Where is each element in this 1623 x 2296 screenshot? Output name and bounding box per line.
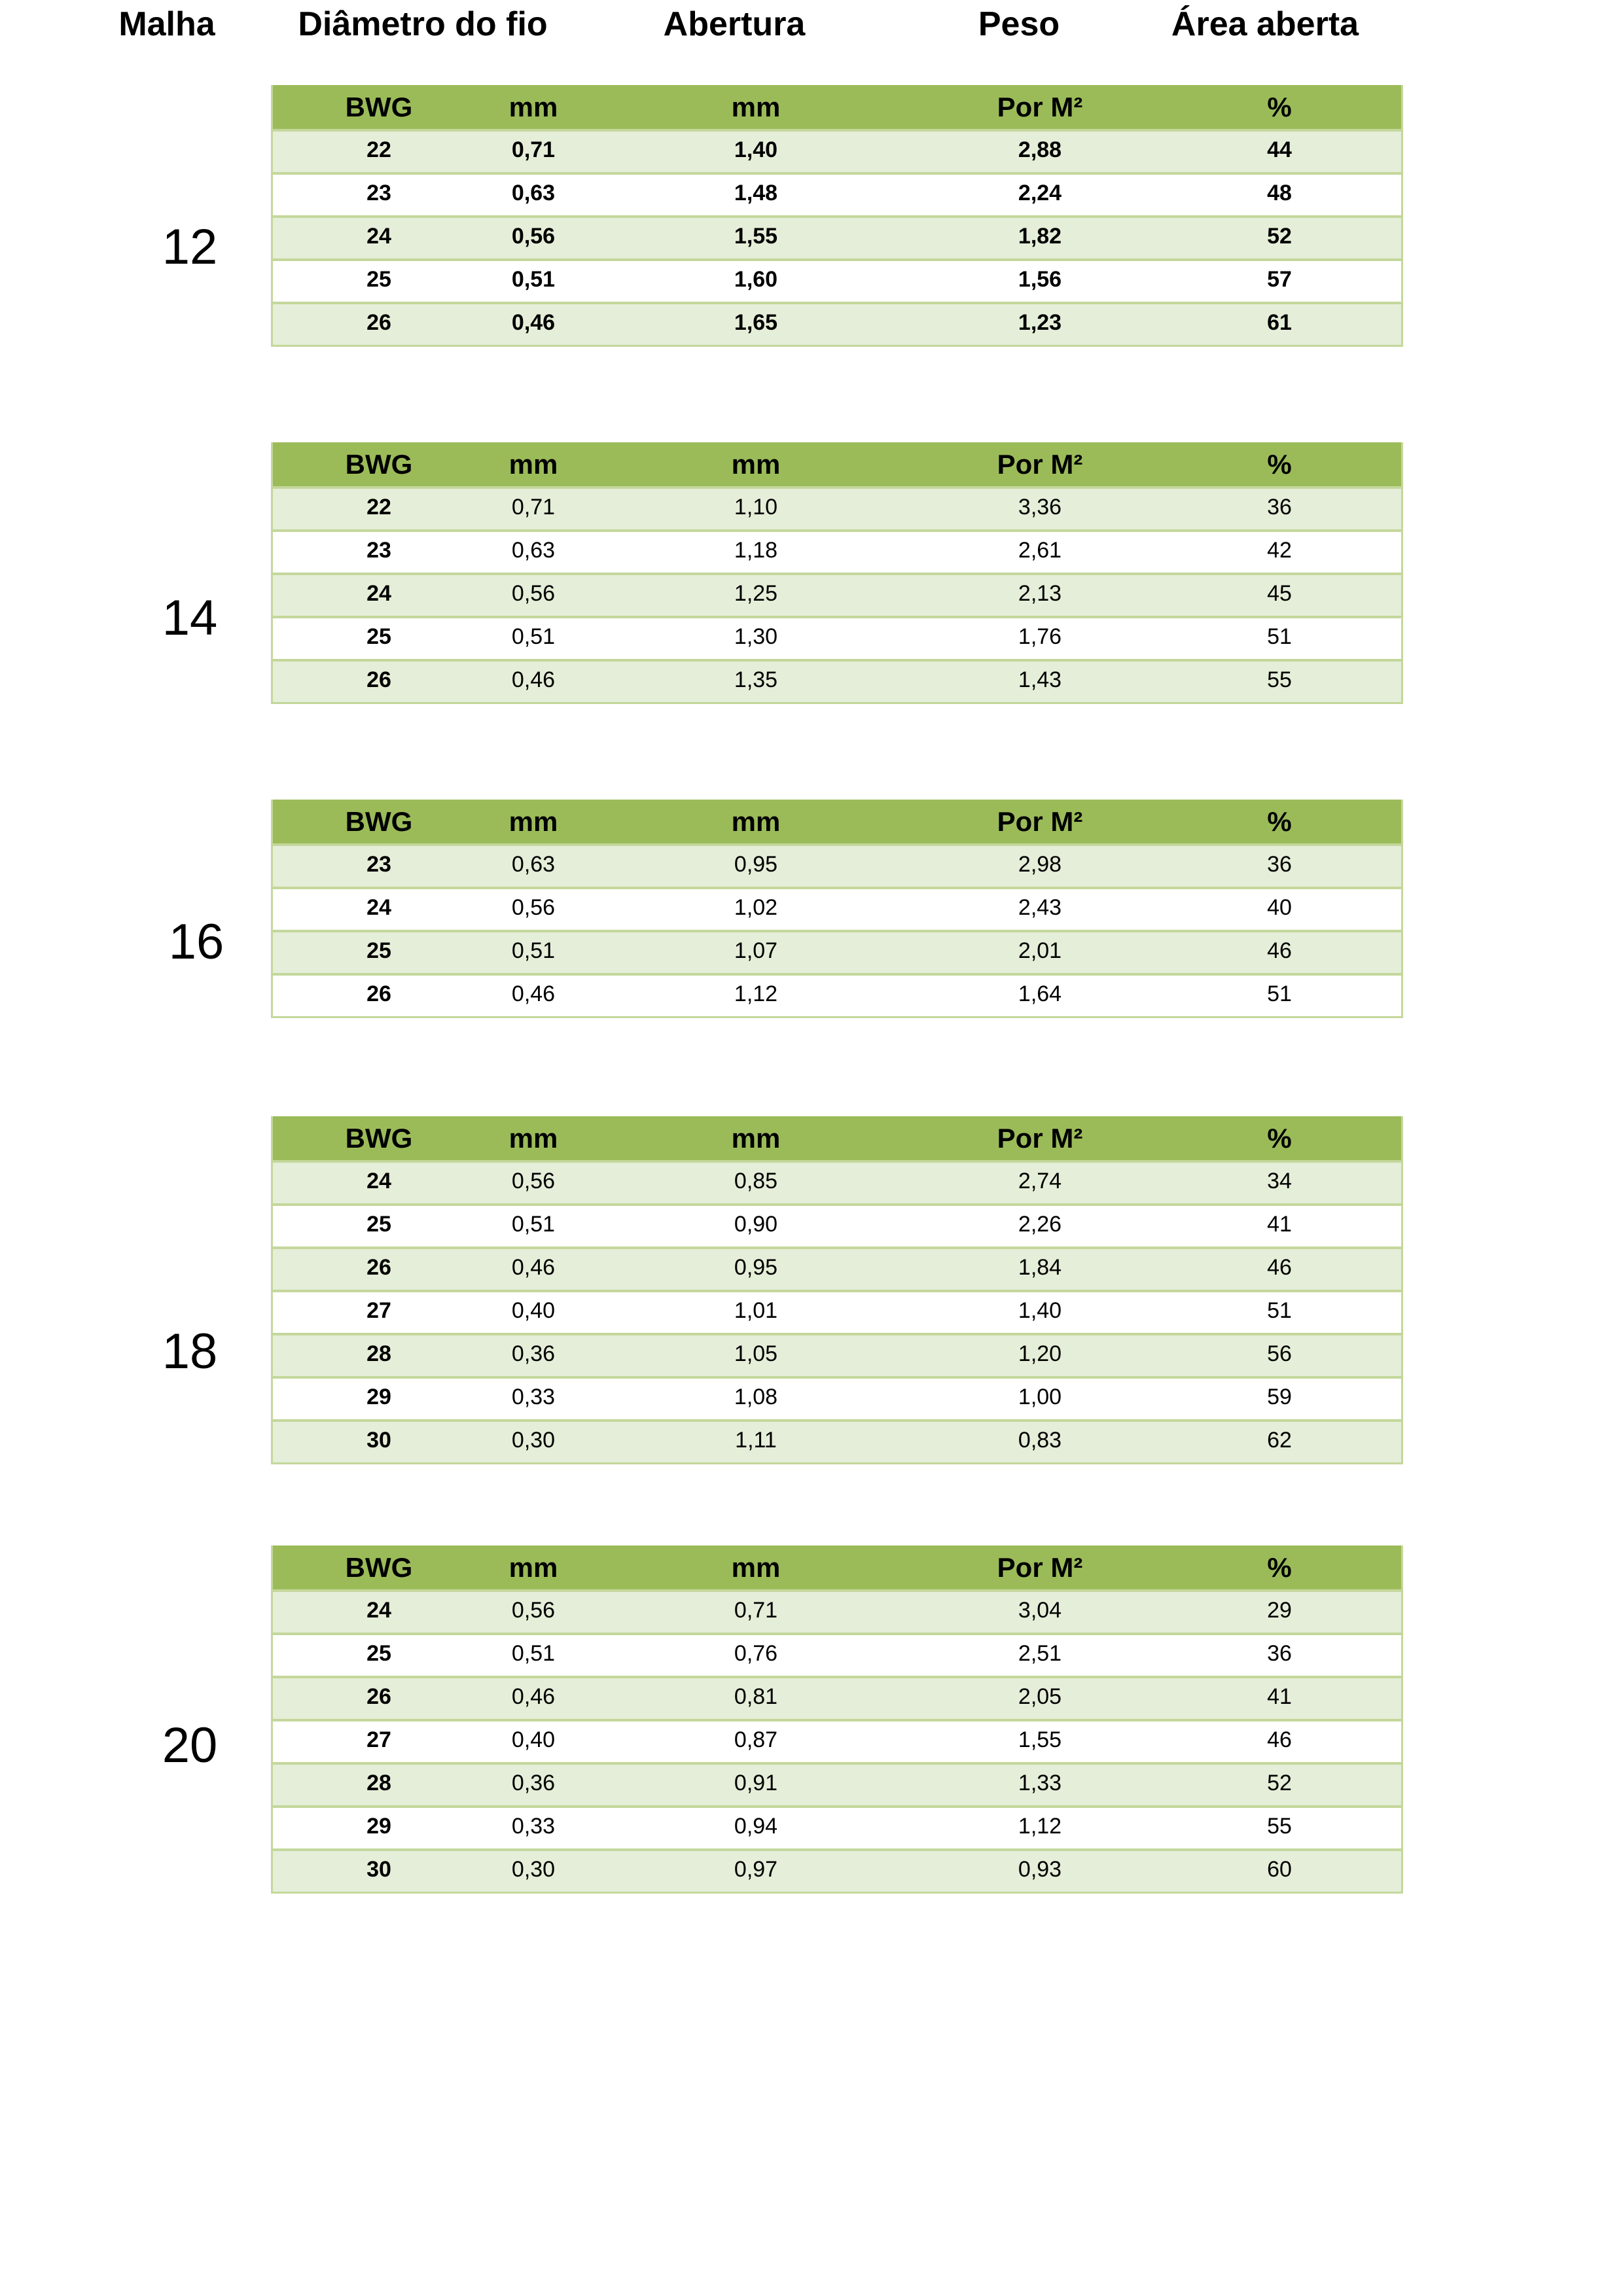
table-row (273, 215, 1401, 258)
table-header-cell: mm (731, 1123, 781, 1154)
mesh-table-14 (271, 442, 1403, 704)
table-cell: 61 (1267, 310, 1292, 335)
mesh-label: 16 (168, 914, 224, 970)
table-header-cell: mm (508, 449, 558, 480)
table-cell: 1,40 (1018, 1298, 1062, 1323)
table-header-cell: BWG (345, 449, 413, 480)
header-abertura: Abertura (663, 5, 806, 43)
table-row (273, 1246, 1401, 1290)
table-cell: 25 (366, 1212, 391, 1237)
table-cell: 0,46 (511, 1255, 556, 1280)
table-cell: 1,20 (1018, 1341, 1062, 1366)
table-cell: 0,93 (1018, 1857, 1062, 1882)
table-cell: 1,00 (1018, 1385, 1062, 1409)
mesh-label: 18 (162, 1324, 218, 1379)
table-row (273, 930, 1401, 973)
table-cell: 25 (366, 938, 391, 963)
table-cell: 2,51 (1018, 1641, 1062, 1666)
mesh-table-20 (271, 1545, 1403, 1894)
table-cell: 23 (366, 852, 391, 877)
header-peso: Peso (978, 5, 1060, 43)
table-header-cell: mm (731, 92, 781, 122)
table-cell: 48 (1267, 181, 1292, 205)
table-cell: 41 (1267, 1684, 1292, 1709)
table-cell: 1,01 (734, 1298, 778, 1323)
table-cell: 0,87 (734, 1727, 778, 1752)
table-cell: 24 (366, 1598, 391, 1623)
table-cell: 55 (1267, 1814, 1292, 1839)
table-cell: 1,76 (1018, 624, 1062, 649)
table-cell: 52 (1267, 224, 1292, 249)
table-cell: 0,97 (734, 1857, 778, 1882)
table-cell: 1,23 (1018, 310, 1062, 335)
mesh-label: 14 (162, 590, 218, 646)
table-cell: 0,71 (511, 495, 556, 520)
table-header-cell: mm (508, 1552, 558, 1583)
table-cell: 0,46 (511, 1684, 556, 1709)
table-row (273, 1419, 1401, 1462)
table-row (273, 258, 1401, 302)
table-cell: 3,36 (1018, 495, 1062, 520)
table-cell: 0,56 (511, 1169, 556, 1193)
table-cell: 1,65 (734, 310, 778, 335)
table-row (273, 529, 1401, 573)
table-cell: 0,33 (511, 1385, 556, 1409)
table-cell: 24 (366, 581, 391, 606)
table-cell: 24 (366, 895, 391, 920)
table-cell: 0,83 (1018, 1428, 1062, 1453)
table-cell: 0,51 (511, 938, 556, 963)
table-header-cell: % (1267, 1123, 1292, 1154)
table-cell: 1,35 (734, 667, 778, 692)
table-cell: 3,04 (1018, 1598, 1062, 1623)
table-header-cell: Por M² (997, 806, 1083, 837)
table-cell: 29 (366, 1385, 391, 1409)
table-cell: 0,95 (734, 852, 778, 877)
table-cell: 36 (1267, 495, 1292, 520)
table-cell: 60 (1267, 1857, 1292, 1882)
table-cell: 25 (366, 624, 391, 649)
table-cell: 62 (1267, 1428, 1292, 1453)
table-cell: 1,55 (1018, 1727, 1062, 1752)
table-cell: 1,40 (734, 137, 778, 162)
table-cell: 2,24 (1018, 181, 1062, 205)
table-cell: 1,60 (734, 267, 778, 292)
table-cell: 52 (1267, 1771, 1292, 1795)
table-cell: 0,51 (511, 1212, 556, 1237)
table-header-cell: % (1267, 92, 1292, 122)
table-cell: 29 (366, 1814, 391, 1839)
table-row (273, 1848, 1401, 1892)
table-row (273, 1203, 1401, 1246)
table-cell: 36 (1267, 1641, 1292, 1666)
table-cell: 51 (1267, 981, 1292, 1006)
table-cell: 0,30 (511, 1428, 556, 1453)
table-cell: 1,55 (734, 224, 778, 249)
header-malha: Malha (118, 5, 215, 43)
header-diametro-do-fio: Diâmetro do fio (298, 5, 548, 43)
table-cell: 0,51 (511, 267, 556, 292)
table-cell: 0,71 (734, 1598, 778, 1623)
table-cell: 26 (366, 667, 391, 692)
table-cell: 0,46 (511, 667, 556, 692)
page-header (0, 0, 1623, 49)
table-header-cell: Por M² (997, 1123, 1083, 1154)
table-header-cell: Por M² (997, 1552, 1083, 1583)
table-cell: 51 (1267, 624, 1292, 649)
table-cell: 1,08 (734, 1385, 778, 1409)
mesh-table-18 (271, 1116, 1403, 1464)
table-cell: 0,63 (511, 181, 556, 205)
table-cell: 1,07 (734, 938, 778, 963)
table-cell: 1,64 (1018, 981, 1062, 1006)
table-cell: 26 (366, 1684, 391, 1709)
table-cell: 1,10 (734, 495, 778, 520)
table-cell: 44 (1267, 137, 1292, 162)
table-cell: 34 (1267, 1169, 1292, 1193)
table-cell: 0,40 (511, 1727, 556, 1752)
mesh-label: 20 (162, 1718, 218, 1773)
table-cell: 2,05 (1018, 1684, 1062, 1709)
table-cell: 0,63 (511, 538, 556, 563)
table-cell: 22 (366, 495, 391, 520)
table-cell: 0,46 (511, 981, 556, 1006)
table-row (273, 843, 1401, 887)
table-cell: 0,56 (511, 1598, 556, 1623)
table-cell: 0,56 (511, 895, 556, 920)
table-cell: 0,30 (511, 1857, 556, 1882)
table-header-row (273, 1545, 1401, 1589)
table-cell: 23 (366, 181, 391, 205)
table-cell: 1,48 (734, 181, 778, 205)
table-row (273, 1633, 1401, 1676)
mesh-table-16 (271, 800, 1403, 1018)
table-cell: 30 (366, 1857, 391, 1882)
table-cell: 46 (1267, 938, 1292, 963)
table-cell: 55 (1267, 667, 1292, 692)
table-cell: 1,84 (1018, 1255, 1062, 1280)
table-cell: 0,56 (511, 581, 556, 606)
table-row (273, 1160, 1401, 1203)
table-row (273, 486, 1401, 529)
table-cell: 2,43 (1018, 895, 1062, 920)
table-header-cell: BWG (345, 806, 413, 837)
table-row (273, 1376, 1401, 1419)
table-cell: 0,71 (511, 137, 556, 162)
table-cell: 0,51 (511, 624, 556, 649)
table-row (273, 1589, 1401, 1633)
table-cell: 30 (366, 1428, 391, 1453)
table-header-cell: mm (731, 449, 781, 480)
table-header-cell: BWG (345, 1123, 413, 1154)
table-cell: 59 (1267, 1385, 1292, 1409)
table-cell: 0,76 (734, 1641, 778, 1666)
table-header-cell: mm (508, 92, 558, 122)
table-cell: 51 (1267, 1298, 1292, 1323)
table-cell: 0,51 (511, 1641, 556, 1666)
table-cell: 56 (1267, 1341, 1292, 1366)
table-cell: 22 (366, 137, 391, 162)
table-header-cell: mm (508, 1123, 558, 1154)
table-row (273, 1676, 1401, 1719)
table-cell: 1,56 (1018, 267, 1062, 292)
table-row (273, 1719, 1401, 1762)
table-cell: 1,43 (1018, 667, 1062, 692)
table-cell: 0,94 (734, 1814, 778, 1839)
table-cell: 2,61 (1018, 538, 1062, 563)
table-cell: 24 (366, 1169, 391, 1193)
table-cell: 27 (366, 1298, 391, 1323)
table-cell: 41 (1267, 1212, 1292, 1237)
table-cell: 1,12 (1018, 1814, 1062, 1839)
table-row (273, 1762, 1401, 1805)
table-cell: 40 (1267, 895, 1292, 920)
table-cell: 1,33 (1018, 1771, 1062, 1795)
table-cell: 1,25 (734, 581, 778, 606)
table-cell: 57 (1267, 267, 1292, 292)
table-cell: 2,26 (1018, 1212, 1062, 1237)
table-cell: 28 (366, 1771, 391, 1795)
table-header-cell: % (1267, 449, 1292, 480)
table-header-row (273, 800, 1401, 843)
table-row (273, 573, 1401, 616)
table-cell: 0,36 (511, 1341, 556, 1366)
table-cell: 0,81 (734, 1684, 778, 1709)
table-header-cell: BWG (345, 1552, 413, 1583)
table-cell: 23 (366, 538, 391, 563)
table-cell: 1,18 (734, 538, 778, 563)
table-row (273, 129, 1401, 172)
table-cell: 26 (366, 981, 391, 1006)
table-cell: 28 (366, 1341, 391, 1366)
table-cell: 26 (366, 1255, 391, 1280)
table-cell: 46 (1267, 1727, 1292, 1752)
table-cell: 1,30 (734, 624, 778, 649)
table-cell: 0,56 (511, 224, 556, 249)
table-cell: 0,46 (511, 310, 556, 335)
table-header-cell: Por M² (997, 449, 1083, 480)
table-header-cell: mm (508, 806, 558, 837)
table-row (273, 1333, 1401, 1376)
table-cell: 0,95 (734, 1255, 778, 1280)
table-cell: 29 (1267, 1598, 1292, 1623)
table-header-cell: BWG (345, 92, 413, 122)
table-cell: 0,36 (511, 1771, 556, 1795)
table-header-row (273, 85, 1401, 129)
table-cell: 45 (1267, 581, 1292, 606)
table-cell: 0,85 (734, 1169, 778, 1193)
mesh-table-12 (271, 85, 1403, 347)
table-row (273, 1290, 1401, 1333)
table-cell: 26 (366, 310, 391, 335)
table-cell: 0,40 (511, 1298, 556, 1323)
table-row (273, 973, 1401, 1016)
table-header-row (273, 1116, 1401, 1160)
table-cell: 0,33 (511, 1814, 556, 1839)
table-header-cell: mm (731, 806, 781, 837)
table-cell: 25 (366, 1641, 391, 1666)
table-cell: 46 (1267, 1255, 1292, 1280)
table-row (273, 1805, 1401, 1848)
table-header-cell: % (1267, 1552, 1292, 1583)
table-cell: 42 (1267, 538, 1292, 563)
table-cell: 24 (366, 224, 391, 249)
table-header-row (273, 442, 1401, 486)
table-row (273, 887, 1401, 930)
table-cell: 2,01 (1018, 938, 1062, 963)
table-row (273, 659, 1401, 702)
table-header-cell: mm (731, 1552, 781, 1583)
table-cell: 0,91 (734, 1771, 778, 1795)
table-cell: 36 (1267, 852, 1292, 877)
table-row (273, 616, 1401, 659)
table-cell: 25 (366, 267, 391, 292)
table-cell: 1,82 (1018, 224, 1062, 249)
table-cell: 2,98 (1018, 852, 1062, 877)
table-cell: 1,05 (734, 1341, 778, 1366)
header-area-aberta: Área aberta (1171, 5, 1359, 43)
table-header-cell: Por M² (997, 92, 1083, 122)
table-cell: 2,88 (1018, 137, 1062, 162)
table-cell: 2,13 (1018, 581, 1062, 606)
table-cell: 27 (366, 1727, 391, 1752)
mesh-label: 12 (162, 219, 218, 275)
table-cell: 2,74 (1018, 1169, 1062, 1193)
table-row (273, 172, 1401, 215)
table-cell: 1,11 (735, 1428, 777, 1453)
table-cell: 1,02 (734, 895, 778, 920)
table-cell: 0,90 (734, 1212, 778, 1237)
table-row (273, 302, 1401, 345)
table-header-cell: % (1267, 806, 1292, 837)
table-cell: 0,63 (511, 852, 556, 877)
table-cell: 1,12 (734, 981, 778, 1006)
